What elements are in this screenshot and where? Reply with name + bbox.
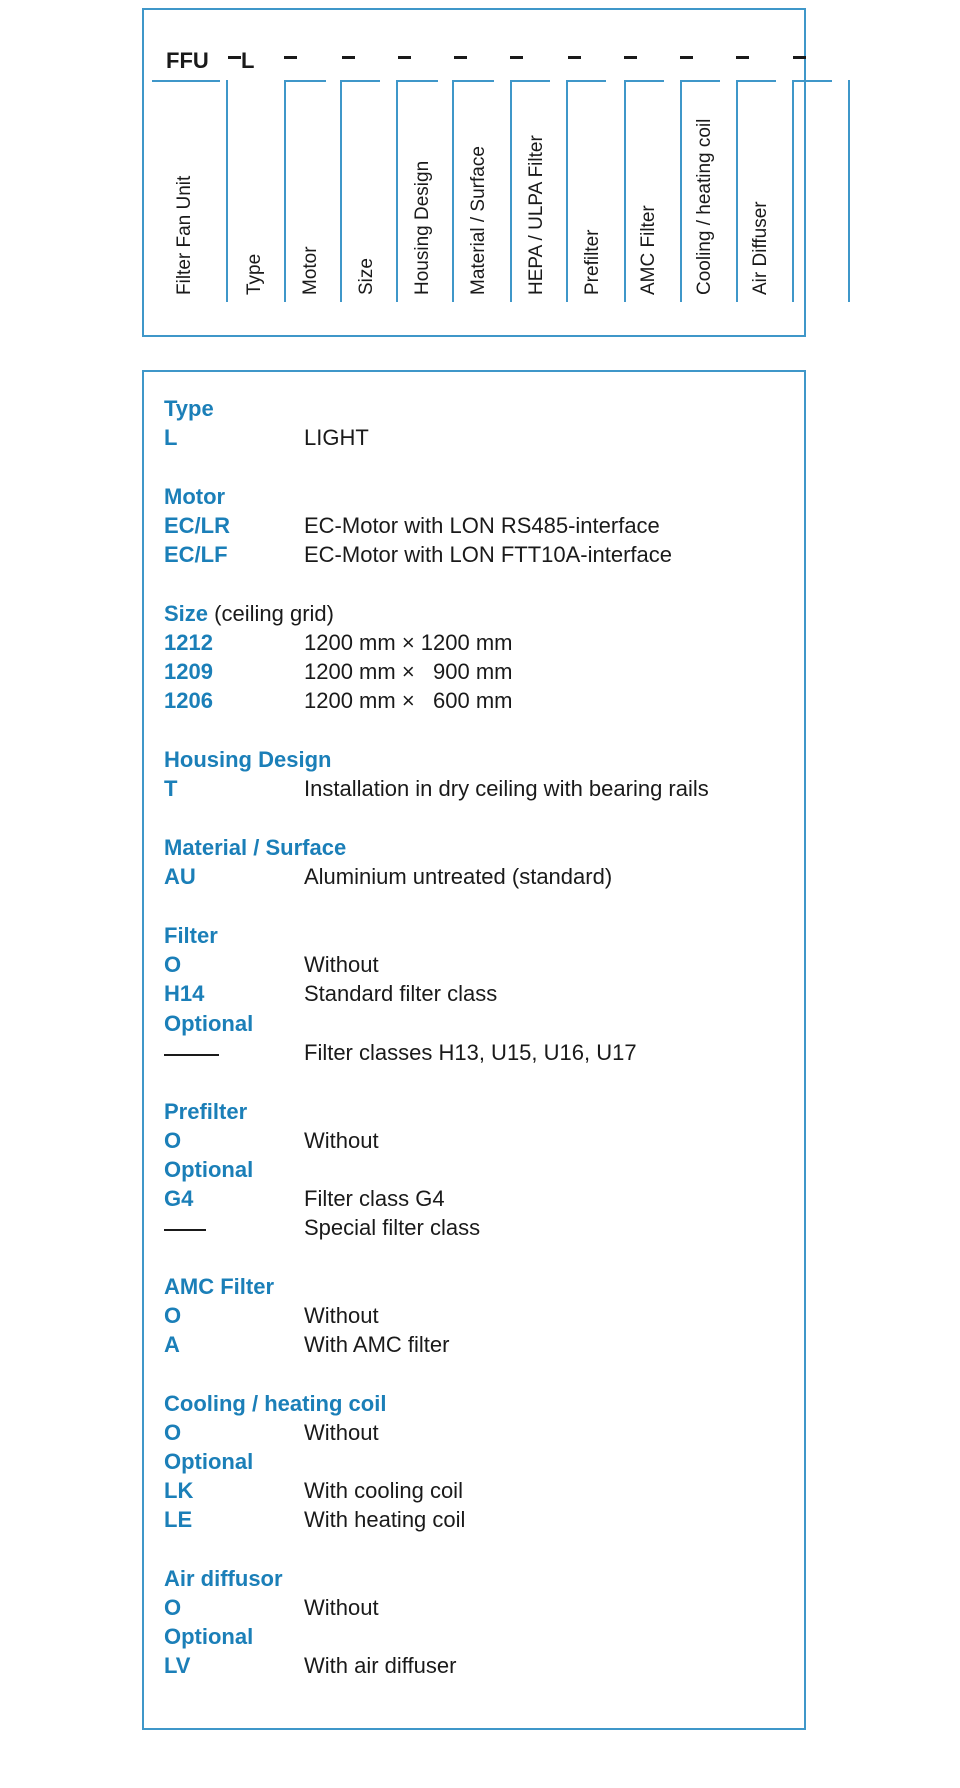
legend-row bbox=[164, 423, 369, 453]
column-label-hepa-ulpa-filter: HEPA / ULPA Filter bbox=[526, 135, 547, 295]
row-desc: Without bbox=[304, 1420, 379, 1445]
column-divider bbox=[510, 80, 512, 302]
legend-row bbox=[164, 511, 660, 541]
row-desc: LIGHT bbox=[304, 425, 369, 450]
row-desc: EC-Motor with LON FTT10A-interface bbox=[304, 542, 672, 567]
column-connector bbox=[736, 80, 776, 82]
column-label-size: Size bbox=[356, 258, 377, 295]
code-dash bbox=[624, 56, 637, 59]
row-desc: Filter classes H13, U15, U16, U17 bbox=[304, 1040, 637, 1065]
row-code: LK bbox=[164, 1478, 194, 1503]
legend-row bbox=[164, 979, 497, 1009]
legend-row bbox=[164, 1301, 379, 1331]
row-desc: Special filter class bbox=[304, 1215, 481, 1240]
code-dash bbox=[398, 56, 411, 59]
row-desc: With heating coil bbox=[304, 1507, 466, 1532]
code-type: L bbox=[241, 48, 255, 73]
legend-row bbox=[164, 1476, 463, 1506]
legend-row bbox=[164, 774, 709, 804]
row-code: O bbox=[164, 1128, 182, 1153]
column-label-amc-filter: AMC Filter bbox=[638, 205, 659, 295]
section-title-amc-filter: AMC Filter bbox=[164, 1274, 274, 1299]
legend-row bbox=[164, 657, 512, 687]
row-code: H14 bbox=[164, 981, 205, 1006]
column-connector bbox=[340, 80, 380, 82]
optional-label: Optional bbox=[164, 1624, 254, 1649]
code-dash bbox=[510, 56, 523, 59]
row-desc: Without bbox=[304, 1303, 379, 1328]
column-label-prefilter: Prefilter bbox=[582, 229, 603, 295]
row-desc: Without bbox=[304, 952, 379, 977]
section-title-air-diffusor: Air diffusor bbox=[164, 1566, 283, 1591]
legend-row bbox=[164, 1651, 456, 1681]
column-connector bbox=[566, 80, 606, 82]
column-divider bbox=[226, 80, 228, 302]
legend-row bbox=[164, 950, 379, 980]
legend-row bbox=[164, 1330, 449, 1360]
row-desc: Filter class G4 bbox=[304, 1186, 445, 1211]
column-connector bbox=[284, 80, 326, 82]
legend-row bbox=[164, 1593, 379, 1623]
legend-row bbox=[164, 686, 512, 716]
row-desc: 1200 mm × 900 mm bbox=[304, 659, 513, 684]
column-label-filter-fan-unit: Filter Fan Unit bbox=[174, 175, 195, 295]
row-desc: Aluminium untreated (standard) bbox=[304, 864, 613, 889]
legend-row bbox=[164, 1038, 637, 1068]
row-desc: 1200 mm × 600 mm bbox=[304, 688, 513, 713]
section-title-type: Type bbox=[164, 396, 214, 421]
row-code: O bbox=[164, 1303, 182, 1328]
row-desc: EC-Motor with LON RS485-interface bbox=[304, 513, 660, 538]
row-code: L bbox=[164, 425, 178, 450]
section-title-filter: Filter bbox=[164, 923, 218, 948]
column-divider bbox=[396, 80, 398, 302]
column-label-air-diffuser: Air Diffuser bbox=[750, 201, 771, 295]
column-label-material-surface: Material / Surface bbox=[468, 146, 489, 295]
row-desc: Without bbox=[304, 1595, 379, 1620]
column-connector bbox=[152, 80, 220, 82]
column-divider bbox=[736, 80, 738, 302]
row-code: A bbox=[164, 1332, 180, 1357]
row-desc: With AMC filter bbox=[304, 1332, 450, 1357]
code-dash bbox=[793, 56, 806, 59]
section-title-size bbox=[164, 599, 334, 629]
row-code: O bbox=[164, 1595, 182, 1620]
code-dash bbox=[680, 56, 693, 59]
legend-row bbox=[164, 1505, 465, 1535]
row-code: 1212 bbox=[164, 630, 213, 655]
row-code: T bbox=[164, 776, 178, 801]
row-desc: Without bbox=[304, 1128, 379, 1153]
code-dash bbox=[454, 56, 467, 59]
column-connector bbox=[792, 80, 832, 82]
row-code: O bbox=[164, 1420, 182, 1445]
row-desc: Standard filter class bbox=[304, 981, 498, 1006]
column-label-cooling-heating-coil: Cooling / heating coil bbox=[694, 118, 715, 295]
column-divider bbox=[680, 80, 682, 302]
optional-label: Optional bbox=[164, 1449, 254, 1474]
code-prefix: FFU bbox=[166, 48, 209, 73]
code-dash bbox=[736, 56, 749, 59]
section-title-material-surface: Material / Surface bbox=[164, 835, 347, 860]
type-code-diagram bbox=[142, 8, 806, 337]
legend-row bbox=[164, 1184, 445, 1214]
legend-row bbox=[164, 1213, 480, 1243]
optional-label: Optional bbox=[164, 1011, 254, 1036]
column-divider bbox=[566, 80, 568, 302]
column-connector bbox=[398, 80, 438, 82]
legend-box bbox=[142, 370, 806, 1730]
legend-row bbox=[164, 1126, 379, 1156]
column-connector bbox=[624, 80, 664, 82]
column-divider bbox=[792, 80, 794, 302]
legend-row bbox=[164, 862, 612, 892]
legend-row bbox=[164, 1418, 379, 1448]
row-code: AU bbox=[164, 864, 196, 889]
column-label-housing-design: Housing Design bbox=[412, 160, 433, 295]
row-code: O bbox=[164, 952, 182, 977]
row-desc: 1200 mm × 1200 mm bbox=[304, 630, 513, 655]
column-label-type: Type bbox=[244, 253, 265, 295]
legend-row bbox=[164, 628, 512, 658]
column-connector bbox=[680, 80, 720, 82]
section-title-housing-design: Housing Design bbox=[164, 747, 332, 772]
code-dash bbox=[228, 56, 241, 59]
row-code: EC/LF bbox=[164, 542, 228, 567]
column-connector bbox=[452, 80, 494, 82]
row-code: 1209 bbox=[164, 659, 213, 684]
column-divider bbox=[848, 80, 850, 302]
section-title-cooling-heating-coil: Cooling / heating coil bbox=[164, 1391, 387, 1416]
column-divider bbox=[340, 80, 342, 302]
code-dash bbox=[342, 56, 355, 59]
size-title: Size bbox=[164, 601, 209, 626]
column-divider bbox=[624, 80, 626, 302]
section-title-motor: Motor bbox=[164, 484, 226, 509]
row-code: LV bbox=[164, 1653, 191, 1678]
column-divider bbox=[452, 80, 454, 302]
row-code: LE bbox=[164, 1507, 193, 1532]
section-title-prefilter: Prefilter bbox=[164, 1099, 248, 1124]
column-connector bbox=[510, 80, 550, 82]
size-subtitle: (ceiling grid) bbox=[214, 601, 334, 626]
row-code: EC/LR bbox=[164, 513, 230, 538]
row-code: G4 bbox=[164, 1186, 194, 1211]
column-label-motor: Motor bbox=[300, 246, 321, 295]
row-desc: Installation in dry ceiling with bearing rails bbox=[304, 776, 709, 801]
code-dash bbox=[284, 56, 297, 59]
optional-label: Optional bbox=[164, 1157, 254, 1182]
legend-row bbox=[164, 540, 672, 570]
row-desc: With air diffuser bbox=[304, 1653, 457, 1678]
row-code: 1206 bbox=[164, 688, 213, 713]
code-dash bbox=[568, 56, 581, 59]
column-divider bbox=[284, 80, 286, 302]
row-desc: With cooling coil bbox=[304, 1478, 463, 1503]
